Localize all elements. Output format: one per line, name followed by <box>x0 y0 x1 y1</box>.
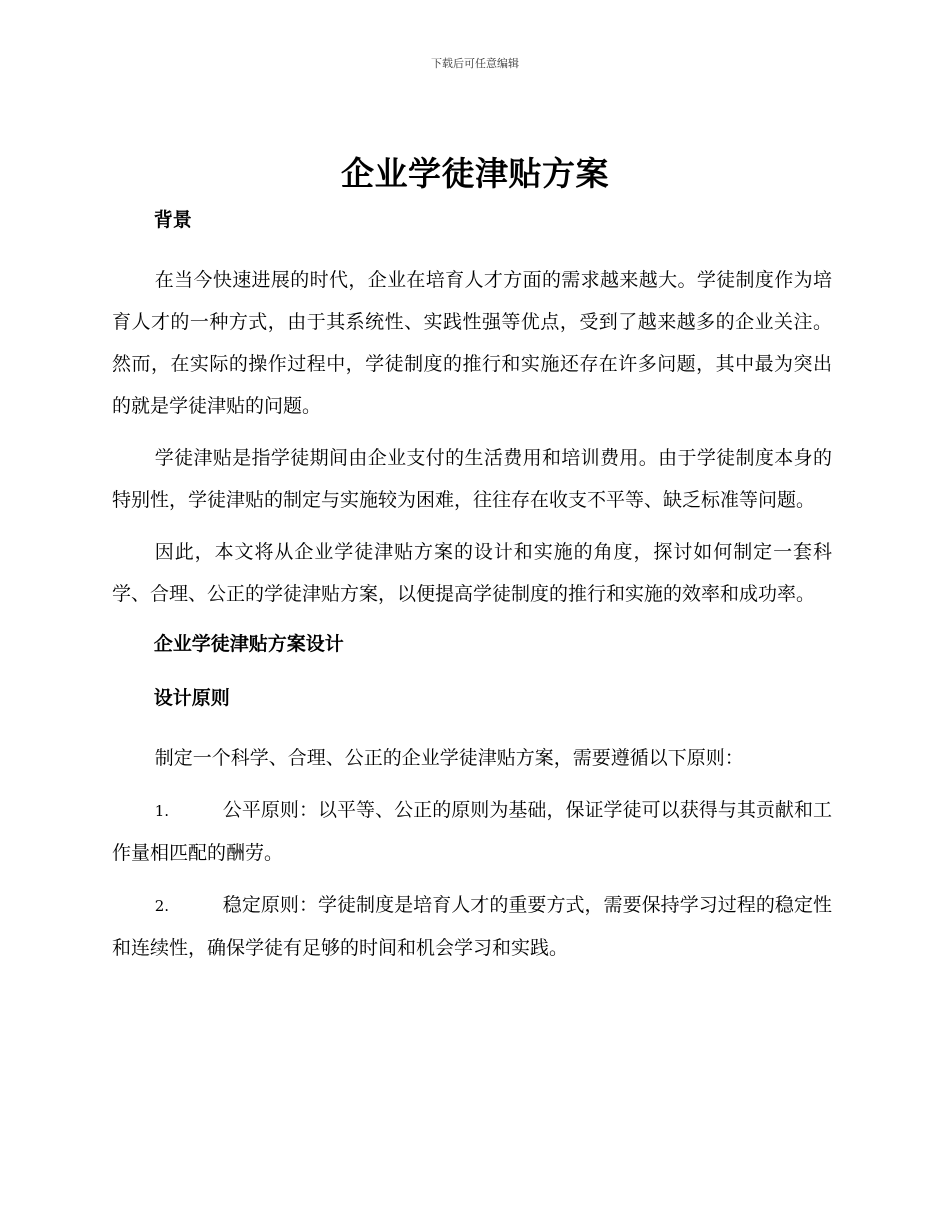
list-number: 1. <box>154 802 170 820</box>
list-text: 公平原则：以平等、公正的原则为基础，保证学徒可以获得与其贡献和工作量相匹配的酬劳。 <box>112 799 832 864</box>
document-title: 企业学徒津贴方案 <box>341 154 609 193</box>
list-item <box>112 884 832 969</box>
header-note: 下载后可任意编辑 <box>431 57 519 70</box>
paragraph-1: 在当今快速进展的时代，企业在培育人才方面的需求越来越大。学徒制度作为培育人才的一种方式，由于其系统性、实践性强等优点，受到了越来越多的企业关注。然而，在实际的操作过程中，学徒制度的推行和实施还存在许多问题，其中最为突出的就是学徒津贴的问题。 <box>112 269 832 417</box>
subsection-heading-principles: 设计原则 <box>153 687 230 709</box>
list-text: 稳定原则：学徒制度是培育人才的重要方式，需要保持学习过程的稳定性和连续性，确保学徒有足够的时间和机会学习和实践。 <box>112 894 832 959</box>
paragraph-2: 学徒津贴是指学徒期间由企业支付的生活费用和培训费用。由于学徒制度本身的特别性，学徒津贴的制定与实施较为困难，往往存在收支不平等、缺乏标准等问题。 <box>112 447 832 511</box>
section-heading-background: 背景 <box>153 209 192 231</box>
list-item <box>112 789 832 874</box>
section-heading-design: 企业学徒津贴方案设计 <box>153 633 344 655</box>
list-number: 2. <box>154 897 170 915</box>
paragraph-3: 因此，本文将从企业学徒津贴方案的设计和实施的角度，探讨如何制定一套科学、合理、公正的学徒津贴方案，以便提高学徒制度的推行和实施的效率和成功率。 <box>112 541 832 605</box>
paragraph-4: 制定一个科学、合理、公正的企业学徒津贴方案，需要遵循以下原则： <box>154 747 744 769</box>
document-body <box>112 205 832 979</box>
